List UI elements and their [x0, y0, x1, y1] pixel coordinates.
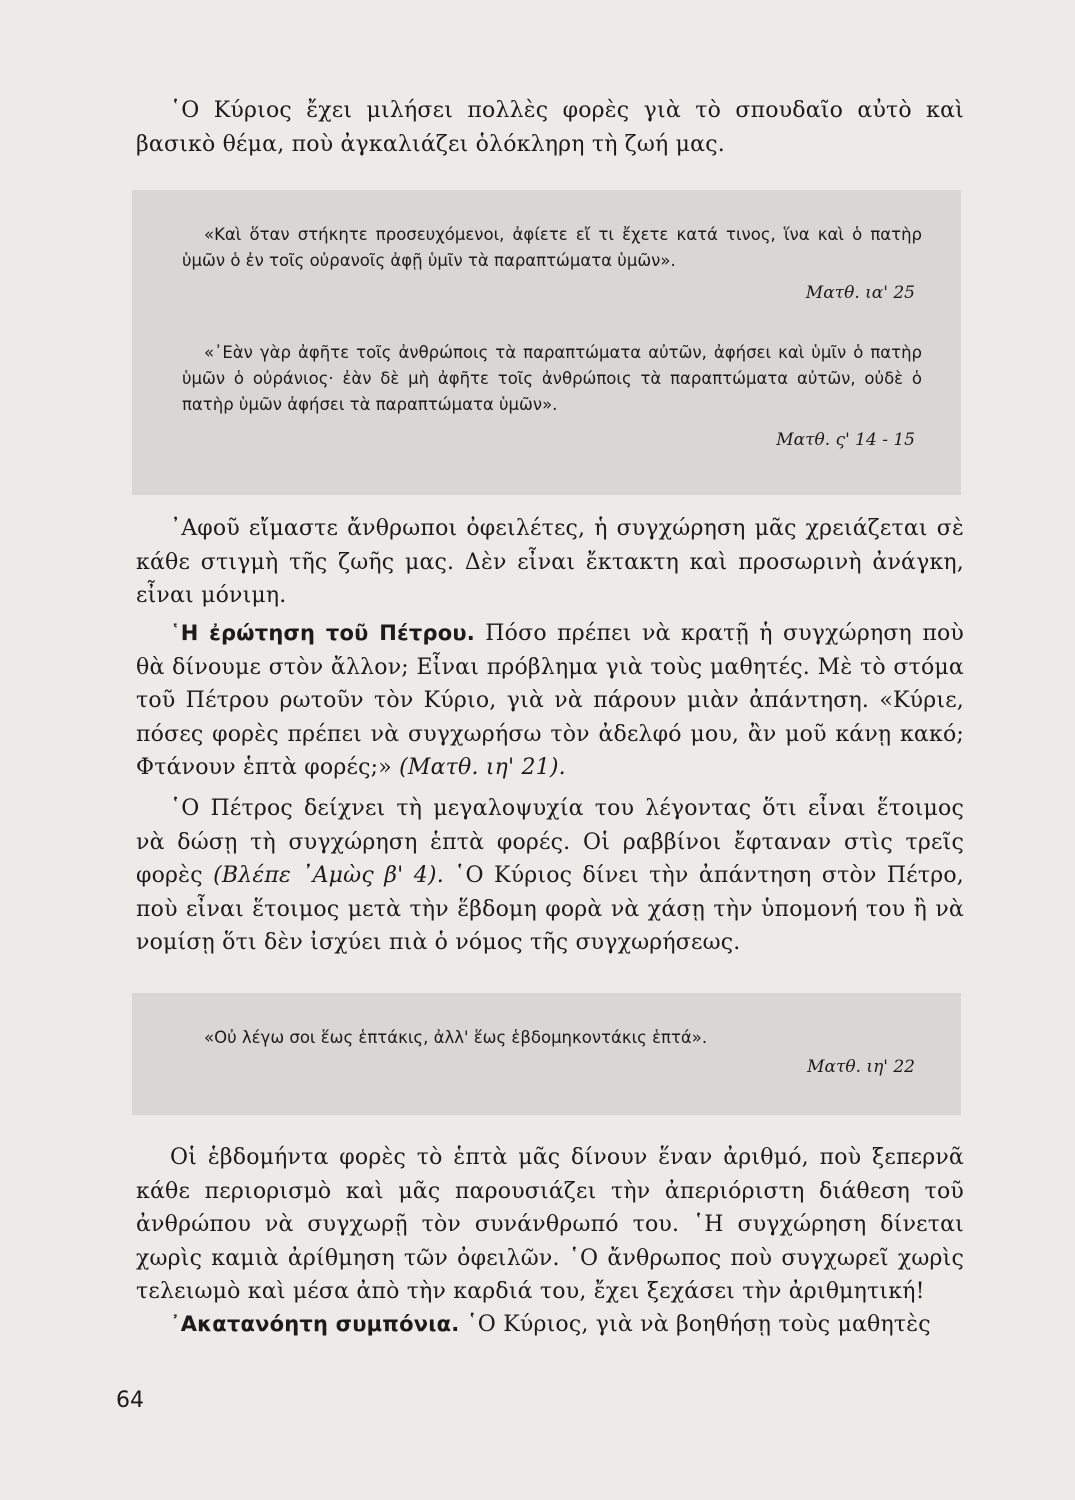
- reference-inline: (Ματθ. ιη' 21).: [399, 755, 566, 780]
- reference-matthew-6-14: Ματθ. ς' 14 - 15: [776, 430, 915, 450]
- reference-matthew-11-25: Ματθ. ια' 25: [805, 283, 915, 303]
- paragraph-incomprehensible-compassion: [136, 1308, 964, 1342]
- paragraph-debtors: ᾿Αφοῦ εἴμαστε ἄνθρωποι ὀφειλέτες, ἡ συγχώρηση μᾶς χρειάζεται σὲ κάθε στιγμὴ τῆς ζωῆς μας. Δὲν εἶναι ἔκτακτη καὶ προσωρινὴ ἀνάγκη, εἶναι μόνιμη.: [136, 516, 964, 608]
- quote-matthew-18-22: «Οὐ λέγω σοι ἕως ἑπτάκις, ἀλλ' ἕως ἑβδομηκοντάκις ἑπτά».: [204, 1028, 708, 1047]
- paragraph-peter-magnanimity: [136, 792, 964, 960]
- paragraph-text: Πόσο πρέπει νὰ κρατῇ ἡ συγχώρηση ποὺ θὰ δίνουμε στὸν ἄλλον; Εἶναι πρόβλημα γιὰ τοὺς μαθητές. Μὲ τὸ στόμα τοῦ Πέτρου ρωτοῦν τὸν Κύριο, γιὰ νὰ πάρουν μιὰν ἀπάντηση. «Κύριε, πόσες φορὲς πρέπει νὰ συγχωρήσω τὸν ἀδελφό μου, ἂν μοῦ κάνῃ κακό; Φτάνουν ἑπτὰ φορές;»: [136, 621, 964, 780]
- quote-box-1: [132, 190, 961, 495]
- reference-matthew-18-22: Ματθ. ιη' 22: [807, 1057, 915, 1077]
- page-number: 64: [116, 1388, 144, 1413]
- paragraph-text: ῾Ο Πέτρος δείχνει τὴ μεγαλοψυχία του λέγοντας ὅτι εἶναι ἕτοιμος νὰ δώσῃ τὴ συγχώρηση ἑπτὰ φορές. Οἱ ραββίνοι ἔφταναν στὶς τρεῖς φορὲς: [136, 796, 964, 888]
- quote-matthew-11-25: «Καὶ ὅταν στήκητε προσευχόμενοι, ἀφίετε εἴ τι ἔχετε κατά τινος, ἵνα καὶ ὁ πατὴρ ὑμῶν ὁ ἐν τοῖς οὐρανοῖς ἀφῇ ὑμῖν τὰ παραπτώματα ὑμῶν».: [182, 225, 922, 270]
- reference-inline: (Βλέπε ᾿Αμὼς β' 4).: [213, 863, 444, 888]
- quote-box-2: [132, 993, 961, 1115]
- section-heading-peter: ῾Η ἐρώτηση τοῦ Πέτρου.: [170, 621, 475, 645]
- paragraph-text: ῾Ο Κύριος δίνει τὴν ἀπάντηση στὸν Πέτρο, ποὺ εἶναι ἕτοιμος μετὰ τὴν ἕβδομη φορὰ νὰ χάσῃ τὴν ὑπομονή του ἢ νὰ νομίσῃ ὅτι δὲν ἰσχύει πιὰ ὁ νόμος τῆς συγχωρήσεως.: [136, 863, 964, 955]
- paragraph-peter-question: [136, 617, 964, 785]
- paragraph-seventy-times: Οἱ ἑβδομήντα φορὲς τὸ ἑπτὰ μᾶς δίνουν ἕναν ἀριθμό, ποὺ ξεπερνᾶ κάθε περιορισμὸ καὶ μᾶς παρουσιάζει τὴν ἀπεριόριστη διάθεση τοῦ ἀνθρώπου νὰ συγχωρῇ τὸν συνάνθρωπό του. ῾Η συγχώρηση δίνεται χωρὶς καμιὰ ἀρίθμηση τῶν ὀφειλῶν. ῾Ο ἄνθρωπος ποὺ συγχωρεῖ χωρὶς τελειωμὸ καὶ μέσα ἀπὸ τὴν καρδιά του, ἔχει ξεχάσει τὴν ἀριθμητική!: [136, 1145, 964, 1304]
- quote-matthew-6-14: «᾿Εὰν γὰρ ἀφῆτε τοῖς ἀνθρώποις τὰ παραπτώματα αὐτῶν, ἀφήσει καὶ ὑμῖν ὁ πατὴρ ὑμῶν ὁ οὐράνιος· ἐὰν δὲ μὴ ἀφῆτε τοῖς ἀνθρώποις τὰ παραπτώματα αὐτῶν, οὐδὲ ὁ πατὴρ ὑμῶν ἀφήσει τὰ παραπτώματα ὑμῶν».: [182, 343, 922, 414]
- paragraph-intro: ῾Ο Κύριος ἔχει μιλήσει πολλὲς φορὲς γιὰ τὸ σπουδαῖο αὐτὸ καὶ βασικὸ θέμα, ποὺ ἀγκαλιάζει ὁλόκληρη τὴ ζωή μας.: [136, 98, 964, 157]
- section-heading-compassion: ᾿Ακατανόητη συμπόνια.: [170, 1312, 460, 1336]
- paragraph-text: ῾Ο Κύριος, γιὰ νὰ βοηθήσῃ τοὺς μαθητὲς: [459, 1312, 931, 1337]
